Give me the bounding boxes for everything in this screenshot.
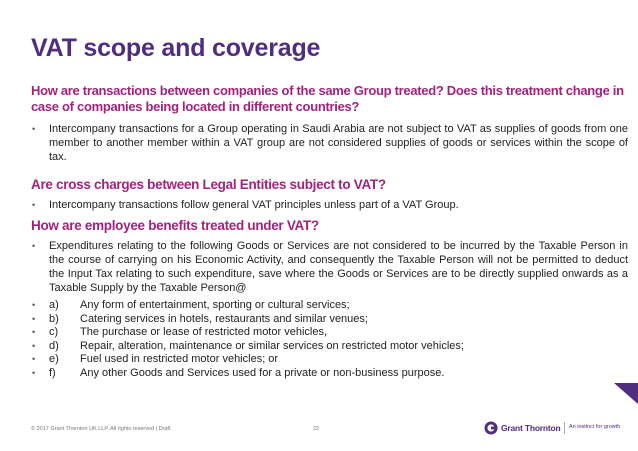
list-item-label: c): [49, 326, 59, 338]
bullet-icon: •: [32, 300, 36, 310]
list-item-text: Any other Goods and Services used for a private or non-business purpose.: [80, 366, 445, 379]
answer-employee-benefits: [32, 239, 628, 295]
list-item-text: Any form of entertainment, sporting or cultural services;: [80, 299, 350, 311]
list-item-text: Repair, alteration, maintenance or similar services on restricted motor vehicles;: [80, 339, 464, 352]
bullet-icon: •: [32, 313, 36, 324]
bullet-icon: •: [32, 367, 36, 378]
logo-wordmark: Grant Thornton: [501, 423, 561, 433]
list-item-text: Catering services in hotels, restaurants and similar venues;: [80, 312, 368, 325]
list-item: [32, 313, 628, 327]
answer-group-transactions: [32, 122, 628, 164]
bullet-icon: •: [32, 354, 36, 364]
answer-text: Intercompany transactions follow general VAT principles unless part of a VAT Group.: [49, 199, 459, 211]
list-item-text: Fuel used in restricted motor vehicles; or: [80, 353, 279, 365]
list-item-label: a): [49, 299, 59, 311]
page-number: 22: [313, 426, 320, 432]
list-item: [32, 367, 628, 381]
question-group-transactions: How are transactions between companies of the same Group treated? Does this treatment change in case of companies being located in different countries?: [31, 83, 624, 114]
answer-text: Intercompany transactions for a Group operating in Saudi Arabia are not subject to VAT as supplies of goods from one member to another member within a VAT group are not considered supplies of goods or services within the scope of tax.: [49, 123, 628, 163]
list-item-label: e): [49, 353, 59, 365]
corner-accent-icon: [614, 383, 638, 404]
list-item-text: The purchase or lease of restricted motor vehicles,: [80, 326, 328, 338]
list-item: [32, 340, 628, 354]
logo-divider: [564, 422, 565, 434]
question-cross-charges: Are cross charges between Legal Entities subject to VAT?: [31, 177, 386, 192]
grant-thornton-mark-icon: [484, 421, 498, 435]
list-item: [32, 353, 628, 367]
list-item-label: b): [49, 312, 59, 325]
restricted-expenditure-list: [32, 299, 628, 380]
list-item-label: d): [49, 339, 59, 352]
bullet-icon: •: [32, 124, 36, 134]
list-item: [32, 326, 628, 340]
bullet-icon: •: [32, 200, 36, 210]
list-item-label: f): [49, 366, 56, 379]
answer-text: Expenditures relating to the following Goods or Services are not considered to be incurred by the Taxable Person in the course of carrying on his Economic Activity, and consequently the Taxable Person will not be permitted to deduct the Input Tax relating to such expenditure, save where the Goods or Services are to be directly supplied onwards as a Taxable Supply by the Taxable Person@: [49, 240, 628, 294]
bullet-icon: •: [32, 327, 36, 337]
bullet-icon: •: [32, 241, 36, 251]
slide-title: VAT scope and coverage: [31, 34, 321, 62]
bullet-icon: •: [32, 340, 36, 351]
list-item: [32, 299, 628, 313]
question-employee-benefits: How are employee benefits treated under VAT?: [31, 218, 319, 233]
footer-copyright: © 2017 Grant Thornton UK LLP. All rights reserved | Draft: [31, 426, 171, 432]
answer-cross-charges: [32, 198, 628, 212]
logo-tagline: An instinct for growth: [569, 424, 621, 430]
